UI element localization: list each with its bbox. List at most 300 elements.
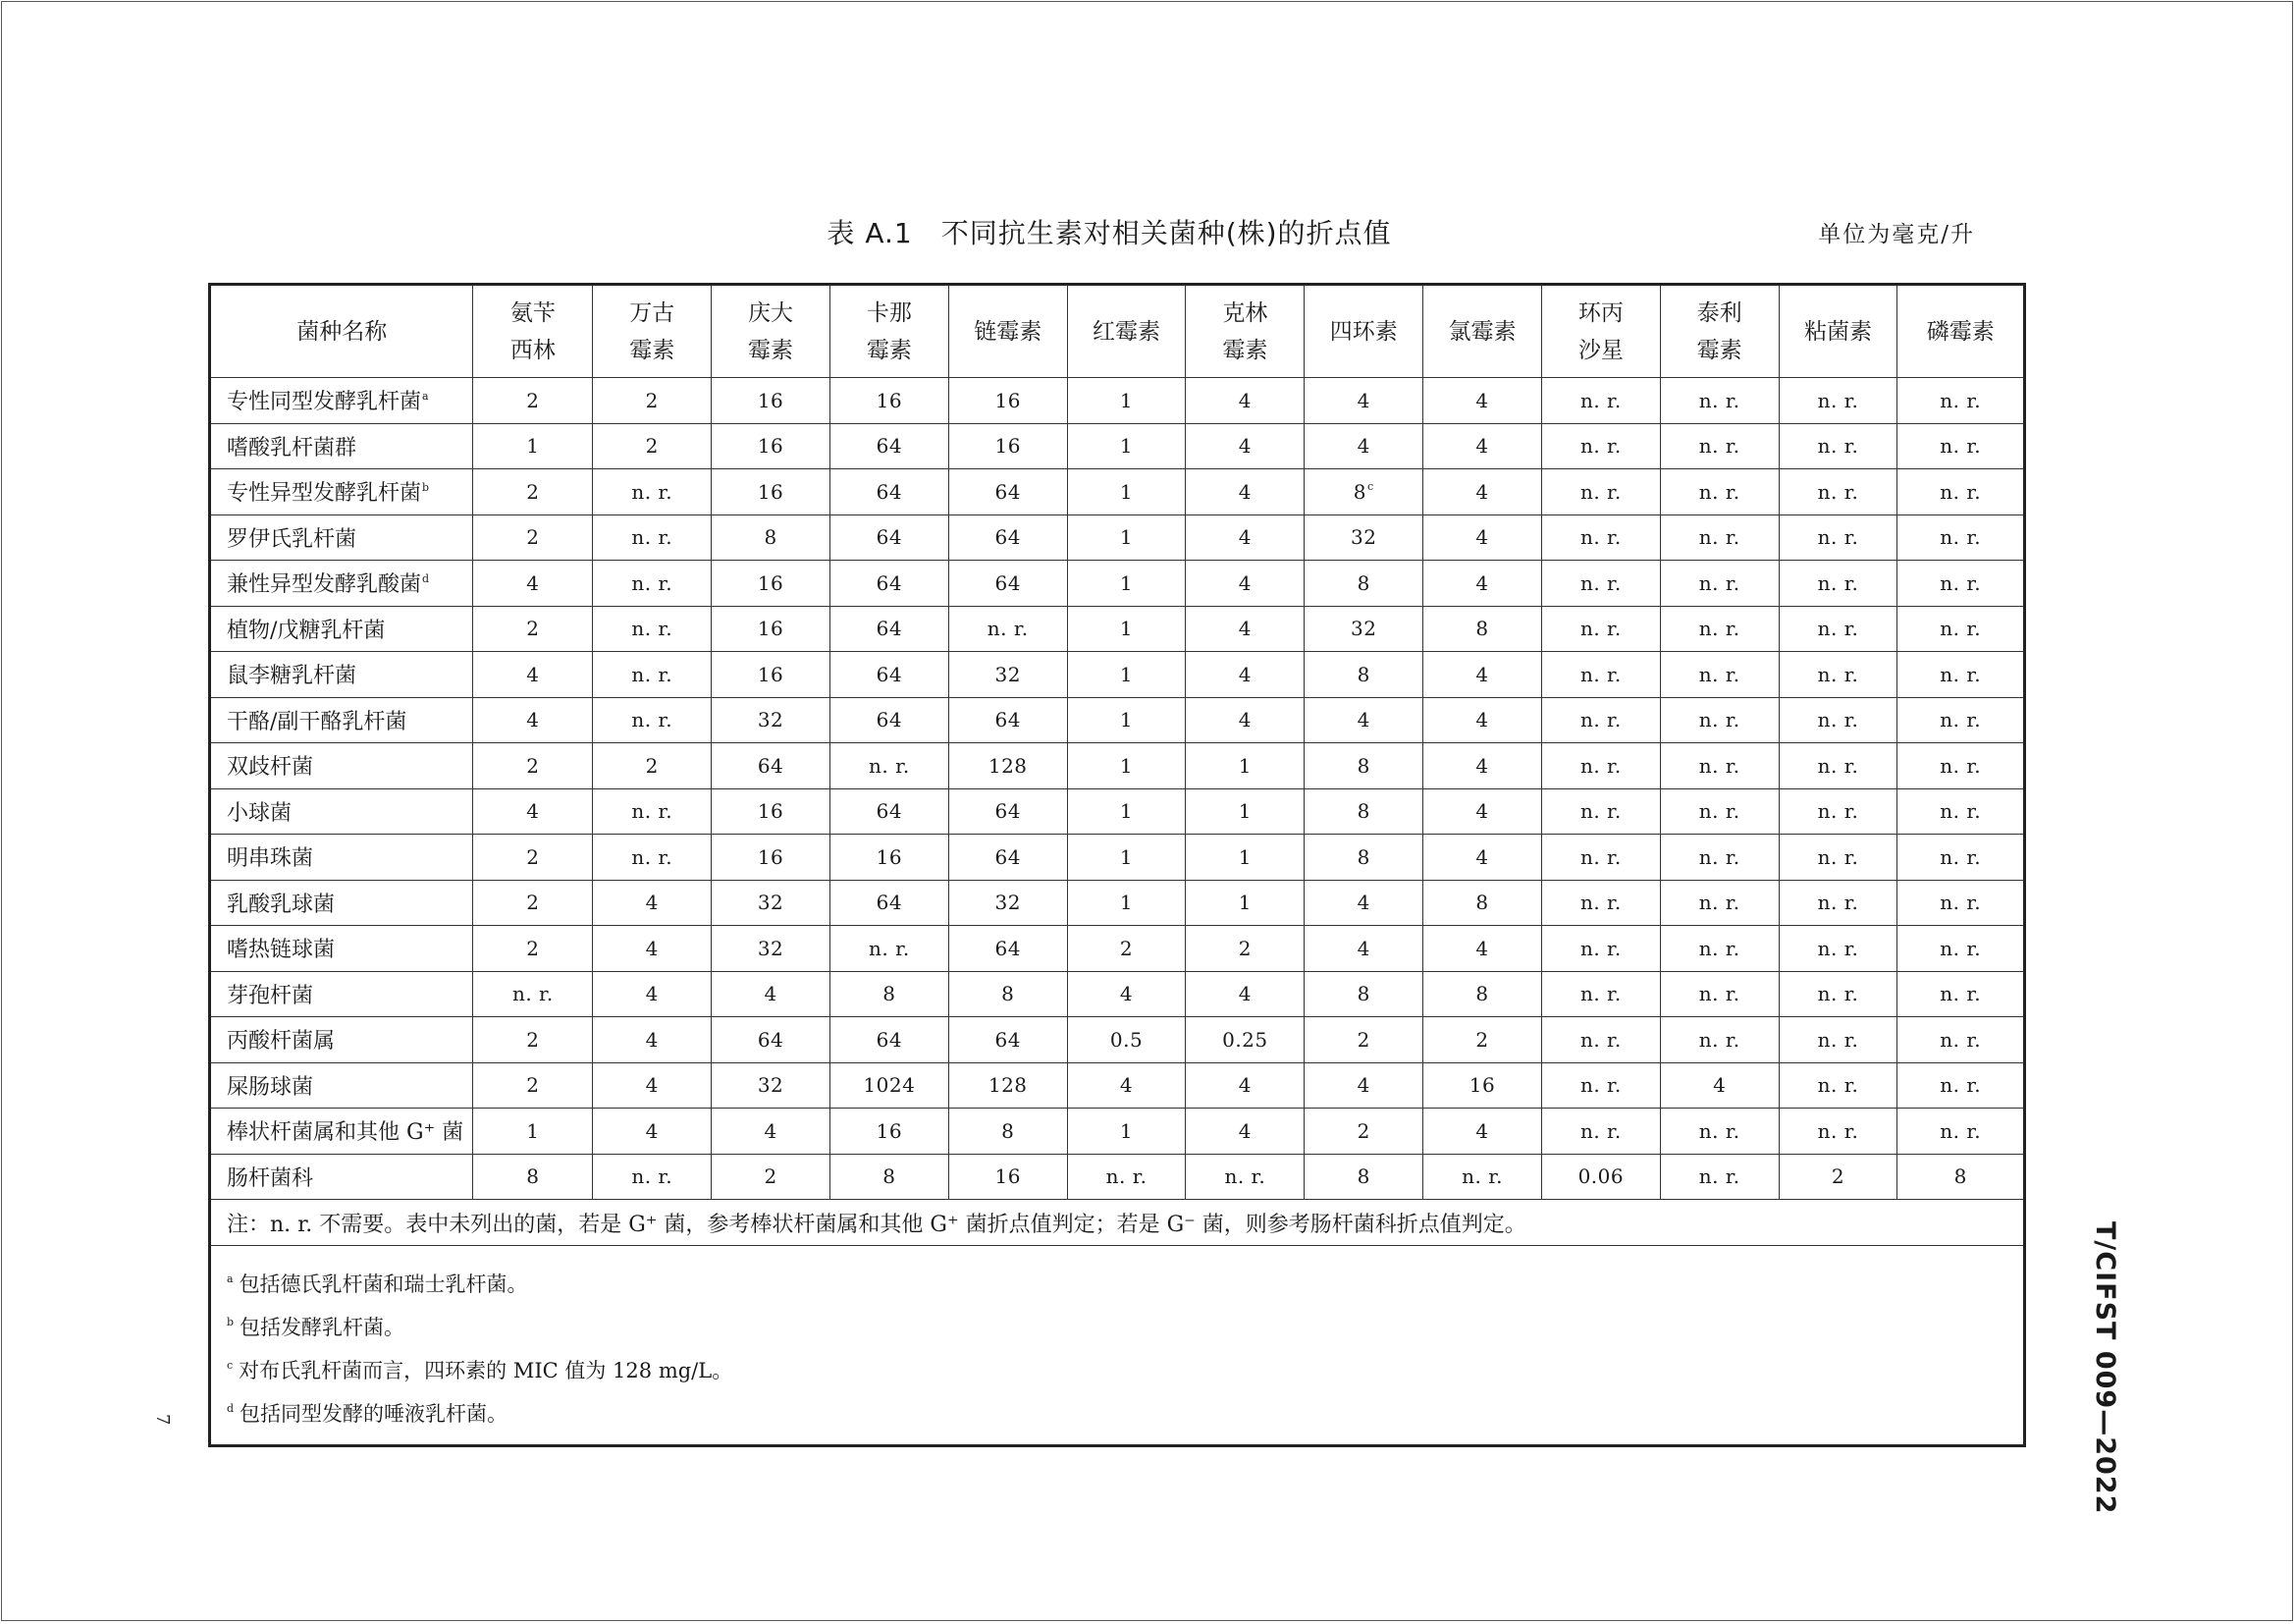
- breakpoint-value: 4: [1186, 378, 1305, 424]
- breakpoint-value: n. r.: [948, 606, 1067, 652]
- breakpoint-value: 1: [1067, 1109, 1186, 1155]
- breakpoint-value: n. r.: [1779, 1017, 1897, 1063]
- header-antibiotic: 四环素: [1305, 285, 1423, 378]
- breakpoint-value: n. r.: [1779, 606, 1897, 652]
- breakpoint-value: 4: [1186, 697, 1305, 743]
- breakpoint-value: 4: [1423, 469, 1542, 515]
- breakpoint-value: n. r.: [1897, 378, 2025, 424]
- breakpoint-value: 64: [948, 469, 1067, 515]
- breakpoint-value: 0.06: [1541, 1154, 1660, 1200]
- breakpoint-value: n. r.: [1541, 606, 1660, 652]
- breakpoint-value: 2: [473, 880, 593, 926]
- breakpoint-value: n. r.: [593, 469, 712, 515]
- breakpoint-value: 64: [829, 1017, 948, 1063]
- breakpoint-value: 16: [712, 788, 830, 835]
- breakpoint-value: 2: [473, 606, 593, 652]
- header-antibiotic: 粘菌素: [1779, 285, 1897, 378]
- breakpoint-value: 8: [1305, 652, 1423, 698]
- header-antibiotic: 泰利 霉素: [1660, 285, 1779, 378]
- breakpoint-value: n. r.: [1067, 1154, 1186, 1200]
- header-antibiotic: 磷霉素: [1897, 285, 2025, 378]
- breakpoint-value: 4: [593, 1109, 712, 1155]
- breakpoint-value: 64: [829, 697, 948, 743]
- footnotes-row: [210, 1246, 2025, 1446]
- breakpoint-value: 16: [829, 378, 948, 424]
- breakpoint-value: 4: [473, 697, 593, 743]
- breakpoint-value: n. r.: [1660, 469, 1779, 515]
- breakpoint-value: 0.5: [1067, 1017, 1186, 1063]
- page-number: 7: [152, 1414, 173, 1426]
- table-header-row: [210, 285, 2025, 378]
- footnote-item: $^a$ 包括德氏乳杆菌和瑞士乳杆菌。: [227, 1272, 528, 1296]
- species-name: 植物/戊糖乳杆菌: [210, 606, 473, 652]
- breakpoint-value: 4: [1660, 1062, 1779, 1109]
- table-row: [210, 971, 2025, 1017]
- breakpoint-value: n. r.: [1779, 880, 1897, 926]
- breakpoint-value: n. r.: [1541, 971, 1660, 1017]
- breakpoint-value: 8: [473, 1154, 593, 1200]
- breakpoint-value: 1: [1067, 652, 1186, 698]
- header-antibiotic: 克林 霉素: [1186, 285, 1305, 378]
- breakpoint-value: 8: [1305, 971, 1423, 1017]
- breakpoint-value: 64: [829, 652, 948, 698]
- breakpoint-value: n. r.: [1779, 743, 1897, 789]
- table-row: [210, 514, 2025, 561]
- breakpoint-value: 2: [593, 423, 712, 469]
- breakpoint-value: 8: [1305, 743, 1423, 789]
- breakpoint-value: n. r.: [593, 606, 712, 652]
- standard-code: T/CIFST 009—2022: [2090, 1221, 2120, 1515]
- breakpoint-value: n. r.: [593, 788, 712, 835]
- breakpoint-value: 8: [948, 1109, 1067, 1155]
- breakpoint-value: 4: [1067, 1062, 1186, 1109]
- breakpoint-value: n. r.: [1660, 1017, 1779, 1063]
- breakpoint-value: 4: [1186, 1109, 1305, 1155]
- header-species: 菌种名称: [210, 285, 473, 378]
- breakpoint-value: 4: [1423, 1109, 1542, 1155]
- breakpoint-value: 4: [593, 926, 712, 972]
- breakpoint-value: n. r.: [1186, 1154, 1305, 1200]
- breakpoint-value: n. r.: [473, 971, 593, 1017]
- breakpoint-value: 2: [1305, 1017, 1423, 1063]
- header-antibiotic: 氨苄 西林: [473, 285, 593, 378]
- breakpoint-value: 4: [1186, 971, 1305, 1017]
- header-antibiotic: 链霉素: [948, 285, 1067, 378]
- breakpoint-value: 16: [712, 652, 830, 698]
- header-antibiotic: 万古 霉素: [593, 285, 712, 378]
- footnote-item: $^c$ 对布氏乳杆菌而言，四环素的 MIC 值为 128 mg/L。: [227, 1359, 733, 1382]
- breakpoint-value: n. r.: [1779, 926, 1897, 972]
- breakpoint-value: n. r.: [1660, 561, 1779, 607]
- breakpoint-value: 1: [1186, 788, 1305, 835]
- breakpoint-value: n. r.: [1897, 423, 2025, 469]
- breakpoint-value: 4: [593, 1062, 712, 1109]
- breakpoint-value: n. r.: [1897, 514, 2025, 561]
- breakpoint-value: n. r.: [1660, 514, 1779, 561]
- header-antibiotic: 环丙 沙星: [1541, 285, 1660, 378]
- breakpoint-value: 8: [1423, 880, 1542, 926]
- breakpoint-value: n. r.: [1660, 652, 1779, 698]
- breakpoint-value: 32: [1305, 606, 1423, 652]
- breakpoint-value: 2: [473, 1017, 593, 1063]
- breakpoint-value: n. r.: [1541, 378, 1660, 424]
- breakpoint-value: n. r.: [1541, 1109, 1660, 1155]
- species-name: 肠杆菌科: [210, 1154, 473, 1200]
- breakpoint-value: 32: [712, 1062, 830, 1109]
- breakpoint-value: 64: [948, 788, 1067, 835]
- breakpoint-value: 1: [1067, 561, 1186, 607]
- breakpoint-value: 64: [948, 1017, 1067, 1063]
- breakpoint-value: 0.25: [1186, 1017, 1305, 1063]
- breakpoint-value: 8: [1305, 835, 1423, 881]
- breakpoint-value: n. r.: [1541, 788, 1660, 835]
- breakpoint-value: 8: [1305, 1154, 1423, 1200]
- table-note: 注：n. r. 不需要。表中未列出的菌，若是 G⁺ 菌，参考棒状杆菌属和其他 G⁺ 菌折点值判定；若是 G⁻ 菌，则参考肠杆菌科折点值判定。: [210, 1200, 2025, 1246]
- breakpoint-value: 64: [712, 743, 830, 789]
- breakpoint-value: n. r.: [1779, 788, 1897, 835]
- table-row: [210, 469, 2025, 515]
- table-row: [210, 1017, 2025, 1063]
- species-name: 罗伊氏乳杆菌: [210, 514, 473, 561]
- species-name: 丙酸杆菌属: [210, 1017, 473, 1063]
- breakpoint-value: 2: [473, 1062, 593, 1109]
- breakpoint-value: 16: [948, 1154, 1067, 1200]
- breakpoint-value: n. r.: [1541, 514, 1660, 561]
- footnote-item: $^b$ 包括发酵乳杆菌。: [227, 1316, 405, 1339]
- breakpoint-value: 4: [712, 1109, 830, 1155]
- breakpoint-value: 64: [829, 788, 948, 835]
- breakpoint-value: 4: [1186, 606, 1305, 652]
- breakpoint-value: n. r.: [1897, 880, 2025, 926]
- breakpoint-value: n. r.: [1897, 835, 2025, 881]
- table-row: [210, 1109, 2025, 1155]
- breakpoint-value: 1: [1067, 469, 1186, 515]
- breakpoint-value: n. r.: [1897, 1062, 2025, 1109]
- breakpoint-value: 4: [593, 1017, 712, 1063]
- breakpoint-value: 64: [829, 423, 948, 469]
- breakpoint-value: 2: [593, 743, 712, 789]
- breakpoint-value: 1: [1067, 423, 1186, 469]
- breakpoint-value: n. r.: [1660, 835, 1779, 881]
- breakpoint-value: 8$^c$: [1305, 469, 1423, 515]
- breakpoint-value: 4: [1186, 652, 1305, 698]
- breakpoint-value: n. r.: [1897, 1017, 2025, 1063]
- breakpoint-value: 4: [1423, 743, 1542, 789]
- breakpoint-value: 4: [1186, 423, 1305, 469]
- breakpoint-value: 4: [593, 880, 712, 926]
- breakpoint-value: 4: [1423, 423, 1542, 469]
- breakpoint-value: n. r.: [593, 652, 712, 698]
- breakpoint-value: 16: [712, 835, 830, 881]
- species-name: 嗜酸乳杆菌群: [210, 423, 473, 469]
- breakpoint-value: n. r.: [1541, 1017, 1660, 1063]
- species-name: 双歧杆菌: [210, 743, 473, 789]
- breakpoint-value: n. r.: [1779, 697, 1897, 743]
- breakpoint-value: 16: [829, 835, 948, 881]
- species-name: 乳酸乳球菌: [210, 880, 473, 926]
- breakpoint-value: n. r.: [593, 561, 712, 607]
- table-row: [210, 1154, 2025, 1200]
- breakpoint-value: 64: [829, 469, 948, 515]
- breakpoint-value: 2: [473, 469, 593, 515]
- breakpoint-value: n. r.: [1541, 423, 1660, 469]
- breakpoint-value: 4: [473, 561, 593, 607]
- species-name: 屎肠球菌: [210, 1062, 473, 1109]
- breakpoint-value: 4: [1423, 697, 1542, 743]
- breakpoint-value: n. r.: [1541, 926, 1660, 972]
- breakpoint-value: 4: [1067, 971, 1186, 1017]
- breakpoint-value: 4: [1186, 514, 1305, 561]
- species-name: 鼠李糖乳杆菌: [210, 652, 473, 698]
- breakpoint-value: n. r.: [1897, 1109, 2025, 1155]
- breakpoint-value: n. r.: [1660, 1154, 1779, 1200]
- breakpoint-value: 2: [1779, 1154, 1897, 1200]
- breakpoint-value: n. r.: [593, 697, 712, 743]
- breakpoint-value: n. r.: [1541, 835, 1660, 881]
- breakpoint-value: 1: [1186, 743, 1305, 789]
- breakpoint-value: n. r.: [1779, 1062, 1897, 1109]
- table-row: [210, 926, 2025, 972]
- breakpoint-value: n. r.: [1660, 378, 1779, 424]
- breakpoint-value: 4: [1423, 835, 1542, 881]
- breakpoint-value: 8: [1305, 788, 1423, 835]
- breakpoint-value: n. r.: [1897, 606, 2025, 652]
- breakpoint-value: 4: [1186, 469, 1305, 515]
- breakpoint-value: n. r.: [1779, 835, 1897, 881]
- breakpoint-value: 2: [593, 378, 712, 424]
- breakpoint-value: 4: [1423, 378, 1542, 424]
- breakpoint-value: 1: [1067, 606, 1186, 652]
- breakpoint-value: 8: [829, 971, 948, 1017]
- breakpoint-value: 64: [712, 1017, 830, 1063]
- breakpoint-value: 2: [473, 926, 593, 972]
- breakpoint-value: n. r.: [1660, 1109, 1779, 1155]
- breakpoint-value: 4: [1305, 880, 1423, 926]
- breakpoint-value: 1: [1067, 880, 1186, 926]
- breakpoint-value: 4: [1305, 926, 1423, 972]
- breakpoint-value: 2: [712, 1154, 830, 1200]
- table-row: [210, 378, 2025, 424]
- breakpoint-value: 64: [829, 606, 948, 652]
- breakpoint-value: n. r.: [593, 514, 712, 561]
- breakpoint-value: n. r.: [1897, 652, 2025, 698]
- breakpoint-value: n. r.: [1541, 652, 1660, 698]
- table-row: [210, 743, 2025, 789]
- breakpoint-value: 1: [473, 423, 593, 469]
- breakpoint-value: n. r.: [1541, 561, 1660, 607]
- breakpoint-value: 8: [1305, 561, 1423, 607]
- breakpoint-value: 64: [948, 697, 1067, 743]
- unit-label: 单位为毫克/升: [1818, 222, 1975, 247]
- breakpoint-value: n. r.: [593, 835, 712, 881]
- breakpoint-value: n. r.: [1541, 469, 1660, 515]
- breakpoint-value: n. r.: [1779, 1109, 1897, 1155]
- table-row: [210, 835, 2025, 881]
- species-name: 嗜热链球菌: [210, 926, 473, 972]
- species-name: 干酪/副干酪乳杆菌: [210, 697, 473, 743]
- breakpoint-value: 64: [948, 835, 1067, 881]
- breakpoint-value: 128: [948, 1062, 1067, 1109]
- breakpoint-value: 2: [473, 835, 593, 881]
- breakpoint-value: 16: [712, 378, 830, 424]
- breakpoint-value: 2: [473, 743, 593, 789]
- breakpoint-value: 64: [829, 561, 948, 607]
- table-title: 表 A.1 不同抗生素对相关菌种(株)的折点值: [827, 217, 1392, 249]
- breakpoint-value: n. r.: [829, 926, 948, 972]
- breakpoint-value: 8: [712, 514, 830, 561]
- breakpoint-value: 4: [1305, 423, 1423, 469]
- table-row: [210, 880, 2025, 926]
- breakpoint-value: 16: [712, 606, 830, 652]
- breakpoint-value: 2: [473, 378, 593, 424]
- breakpoint-value: 4: [1305, 1062, 1423, 1109]
- breakpoint-value: 4: [1305, 378, 1423, 424]
- breakpoint-value: 4: [1423, 514, 1542, 561]
- breakpoint-value: 1: [473, 1109, 593, 1155]
- breakpoint-value: n. r.: [1660, 788, 1779, 835]
- breakpoint-value: 4: [712, 971, 830, 1017]
- breakpoint-value: n. r.: [1897, 926, 2025, 972]
- breakpoint-value: n. r.: [1541, 697, 1660, 743]
- species-name: 小球菌: [210, 788, 473, 835]
- breakpoint-table: [208, 283, 2026, 1447]
- breakpoint-value: 1024: [829, 1062, 948, 1109]
- breakpoint-value: 4: [1186, 1062, 1305, 1109]
- breakpoint-value: 16: [712, 423, 830, 469]
- species-name: 兼性异型发酵乳酸菌$^d$: [210, 561, 473, 607]
- species-name: 专性同型发酵乳杆菌$^a$: [210, 378, 473, 424]
- breakpoint-value: n. r.: [1660, 697, 1779, 743]
- breakpoint-value: n. r.: [1779, 971, 1897, 1017]
- species-name: 专性异型发酵乳杆菌$^b$: [210, 469, 473, 515]
- breakpoint-value: n. r.: [1897, 469, 2025, 515]
- header-antibiotic: 卡那 霉素: [829, 285, 948, 378]
- header-antibiotic: 庆大 霉素: [712, 285, 830, 378]
- breakpoint-value: n. r.: [1897, 743, 2025, 789]
- species-name: 棒状杆菌属和其他 G⁺ 菌: [210, 1109, 473, 1155]
- breakpoint-value: n. r.: [1660, 423, 1779, 469]
- breakpoint-value: n. r.: [1541, 1062, 1660, 1109]
- breakpoint-value: n. r.: [1779, 378, 1897, 424]
- header-antibiotic: 红霉素: [1067, 285, 1186, 378]
- species-name: 明串珠菌: [210, 835, 473, 881]
- breakpoint-value: 16: [948, 378, 1067, 424]
- breakpoint-value: 64: [829, 880, 948, 926]
- breakpoint-value: 16: [829, 1109, 948, 1155]
- footnote-mark: d: [422, 572, 430, 586]
- table-row: [210, 788, 2025, 835]
- footnote-mark: c: [1366, 479, 1374, 493]
- breakpoint-value: 4: [473, 788, 593, 835]
- breakpoint-value: n. r.: [1660, 743, 1779, 789]
- breakpoint-value: 1: [1186, 835, 1305, 881]
- breakpoint-value: 8: [829, 1154, 948, 1200]
- breakpoint-value: 8: [1423, 606, 1542, 652]
- breakpoint-value: 4: [1186, 561, 1305, 607]
- breakpoint-value: n. r.: [1660, 971, 1779, 1017]
- breakpoint-value: n. r.: [829, 743, 948, 789]
- table-row: [210, 1062, 2025, 1109]
- breakpoint-value: 8: [1897, 1154, 2025, 1200]
- table-row: [210, 561, 2025, 607]
- footnote-mark: b: [422, 481, 430, 495]
- breakpoint-value: n. r.: [593, 1154, 712, 1200]
- species-name: 芽孢杆菌: [210, 971, 473, 1017]
- table-row: [210, 652, 2025, 698]
- breakpoint-value: 4: [1423, 788, 1542, 835]
- breakpoint-value: 2: [1305, 1109, 1423, 1155]
- footnote-mark: a: [422, 390, 429, 404]
- breakpoint-value: 64: [948, 561, 1067, 607]
- breakpoint-value: 16: [1423, 1062, 1542, 1109]
- breakpoint-value: 16: [712, 561, 830, 607]
- breakpoint-value: 2: [1186, 926, 1305, 972]
- breakpoint-value: 1: [1067, 378, 1186, 424]
- table-row: [210, 606, 2025, 652]
- footnotes: [210, 1246, 2025, 1446]
- breakpoint-value: n. r.: [1779, 561, 1897, 607]
- note-row: [210, 1200, 2025, 1246]
- breakpoint-value: 16: [712, 469, 830, 515]
- breakpoint-value: 4: [593, 971, 712, 1017]
- breakpoint-value: n. r.: [1897, 561, 2025, 607]
- breakpoint-value: 128: [948, 743, 1067, 789]
- breakpoint-value: n. r.: [1897, 788, 2025, 835]
- breakpoint-value: n. r.: [1423, 1154, 1542, 1200]
- table-row: [210, 423, 2025, 469]
- breakpoint-value: n. r.: [1779, 469, 1897, 515]
- breakpoint-value: 1: [1186, 880, 1305, 926]
- breakpoint-value: n. r.: [1660, 926, 1779, 972]
- breakpoint-value: 4: [1423, 561, 1542, 607]
- breakpoint-value: n. r.: [1779, 652, 1897, 698]
- breakpoint-value: n. r.: [1897, 697, 2025, 743]
- breakpoint-value: 1: [1067, 835, 1186, 881]
- breakpoint-value: 64: [948, 514, 1067, 561]
- footnote-item: $^d$ 包括同型发酵的唾液乳杆菌。: [227, 1402, 508, 1426]
- breakpoint-value: 2: [473, 514, 593, 561]
- breakpoint-value: 64: [948, 926, 1067, 972]
- breakpoint-value: 4: [473, 652, 593, 698]
- breakpoint-value: 4: [1305, 697, 1423, 743]
- breakpoint-value: n. r.: [1541, 880, 1660, 926]
- breakpoint-value: 32: [712, 926, 830, 972]
- breakpoint-value: 1: [1067, 697, 1186, 743]
- breakpoint-value: n. r.: [1541, 743, 1660, 789]
- breakpoint-value: n. r.: [1897, 971, 2025, 1017]
- breakpoint-value: 4: [1423, 926, 1542, 972]
- header-antibiotic: 氯霉素: [1423, 285, 1542, 378]
- breakpoint-value: n. r.: [1779, 423, 1897, 469]
- breakpoint-value: 8: [948, 971, 1067, 1017]
- breakpoint-value: 32: [948, 652, 1067, 698]
- breakpoint-value: n. r.: [1660, 606, 1779, 652]
- breakpoint-value: 32: [948, 880, 1067, 926]
- breakpoint-value: 32: [1305, 514, 1423, 561]
- breakpoint-value: 16: [948, 423, 1067, 469]
- breakpoint-value: 32: [712, 697, 830, 743]
- breakpoint-value: n. r.: [1779, 514, 1897, 561]
- breakpoint-value: 4: [1423, 652, 1542, 698]
- table-row: [210, 697, 2025, 743]
- breakpoint-value: 8: [1423, 971, 1542, 1017]
- breakpoint-value: 1: [1067, 514, 1186, 561]
- breakpoint-value: 1: [1067, 788, 1186, 835]
- breakpoint-value: 2: [1423, 1017, 1542, 1063]
- breakpoint-value: 32: [712, 880, 830, 926]
- breakpoint-value: 1: [1067, 743, 1186, 789]
- breakpoint-value: 2: [1067, 926, 1186, 972]
